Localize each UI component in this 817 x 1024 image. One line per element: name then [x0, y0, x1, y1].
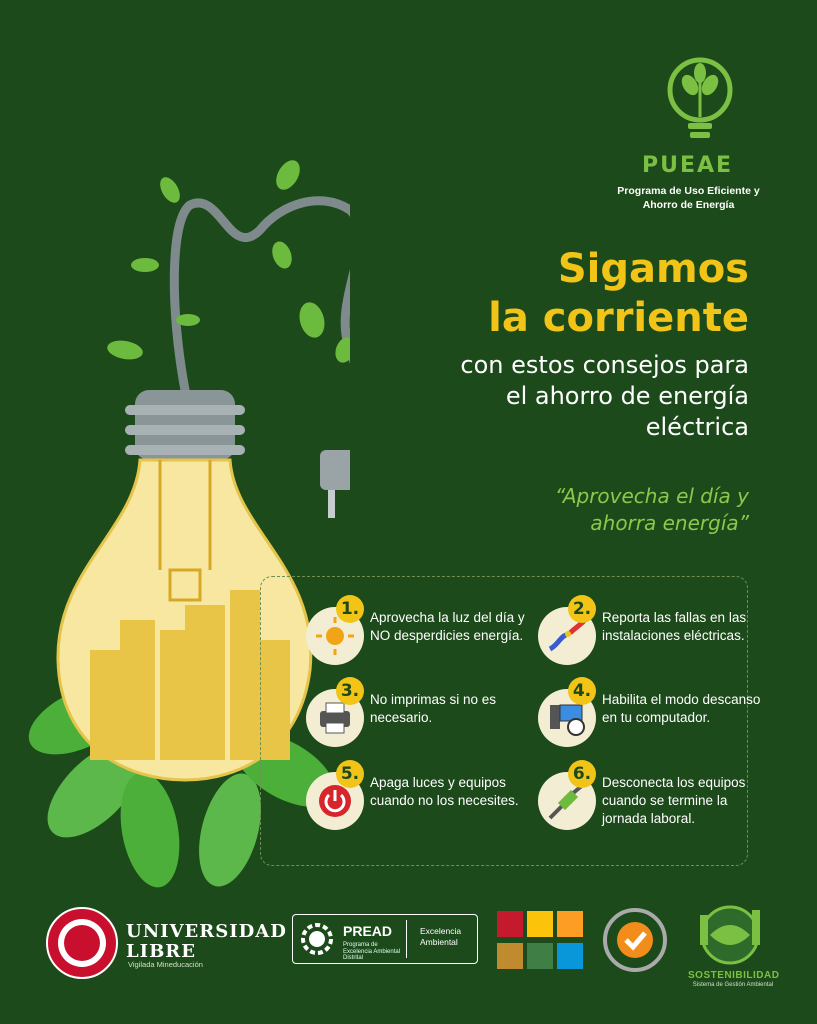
bulb-base — [125, 390, 245, 460]
university-name-line1: UNIVERSIDAD — [126, 921, 287, 942]
cable-leaves — [106, 156, 350, 365]
tip-text: No imprimas si no es necesario. — [370, 692, 497, 725]
pread-excellence-line1: Excelencia — [420, 926, 462, 936]
subtitle-line1: con estos consejos para — [460, 351, 749, 379]
quote-line2: ahorra energía” — [590, 511, 749, 535]
tip-number: 1. — [336, 595, 364, 623]
pueae-logo-icon — [660, 55, 740, 145]
pread-excellence — [420, 926, 461, 948]
tip-number: 3. — [336, 677, 364, 705]
tip-number: 5. — [336, 760, 364, 788]
tip-text: Habilita el modo descanso en tu computador. — [602, 692, 761, 725]
pread-excellence-line2: Ambiental — [420, 937, 458, 948]
tip-number: 2. — [568, 595, 596, 623]
plug — [320, 450, 350, 518]
pread-divider — [406, 920, 407, 958]
pread-desc: Programa de Excelencia Ambiental Distrital — [343, 942, 401, 962]
tip-text: Reporta las fallas en las instalaciones eléctricas. — [602, 610, 747, 643]
tip-text: Desconecta los equipos cuando se termine la jornada laboral. — [602, 775, 746, 826]
brand-subtitle — [606, 185, 771, 212]
university-name — [126, 922, 287, 962]
page-subtitle — [349, 350, 749, 444]
university-tag: Vigilada Mineducación — [128, 960, 203, 969]
brand-subtitle-line1: Programa de Uso Eficiente y — [617, 185, 760, 197]
tip-text: Aprovecha la luz del día y NO desperdicies energía. — [370, 610, 525, 643]
sdg-goals-icon — [497, 911, 585, 971]
subtitle-line3: eléctrica — [645, 413, 749, 442]
tip-number: 4. — [568, 677, 596, 705]
sustainability-globe-icon — [690, 895, 770, 970]
brand-subtitle-line2: Ahorro de Energía — [642, 198, 735, 211]
tips-box — [260, 576, 761, 866]
title-line1: Sigamos — [557, 246, 749, 292]
pread-name: PREAD — [343, 923, 393, 939]
university-name-line2: LIBRE — [126, 940, 196, 962]
subtitle-line2: el ahorro de energía — [505, 382, 749, 411]
tip-5 — [306, 764, 536, 862]
tip-number: 6. — [568, 760, 596, 788]
title-line2: la corriente — [488, 294, 749, 341]
tip-6 — [538, 764, 768, 862]
sustainability-sub: Sistema de Gestión Ambiental — [692, 982, 774, 988]
quote-line1: “Aprovecha el día y — [554, 484, 749, 508]
pread-gear-icon — [300, 922, 334, 956]
tip-text: Apaga luces y equipos cuando no los necesites. — [370, 775, 519, 808]
page-title — [349, 245, 749, 343]
brand-name: PUEAE — [641, 153, 734, 178]
quote — [429, 483, 749, 537]
sgs-certification-icon — [600, 906, 670, 974]
sustainability-label: SOSTENIBILIDAD — [688, 970, 780, 981]
universidad-libre-seal-icon — [45, 906, 119, 980]
